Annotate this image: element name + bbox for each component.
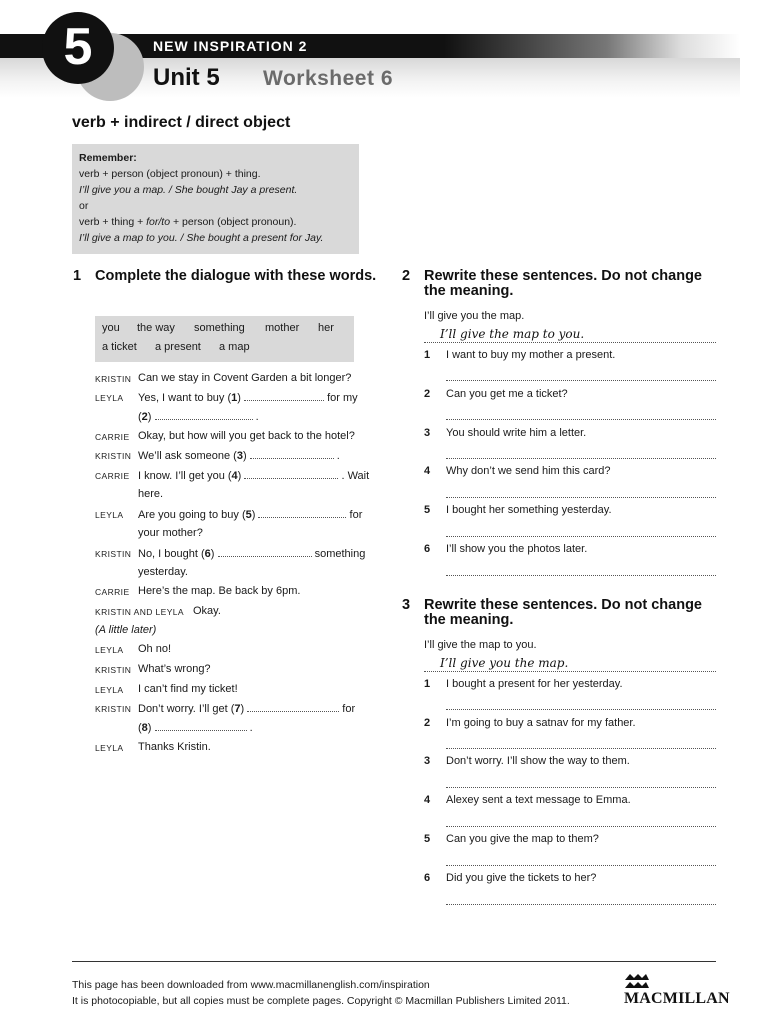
answer-gap-4[interactable] bbox=[244, 469, 338, 479]
rule-2-part-c: + person (object pronoun). bbox=[170, 216, 297, 228]
dialogue-line: Okay, but how will you get back to the hotel? bbox=[138, 430, 355, 442]
answer-line[interactable] bbox=[446, 865, 716, 866]
word-item: you bbox=[102, 322, 120, 334]
macmillan-logo-icon bbox=[624, 972, 650, 990]
item-sentence: Can you give the map to them? bbox=[446, 833, 599, 845]
item-sentence: I bought her something yesterday. bbox=[446, 504, 612, 516]
speaker-label: CARRIE bbox=[95, 471, 130, 481]
worksheet-title: Worksheet 6 bbox=[263, 67, 393, 90]
footer-download-note: This page has been downloaded from www.macmillanenglish.com/inspiration bbox=[72, 979, 430, 991]
item-number: 4 bbox=[424, 794, 431, 806]
speaker-label: LEYLA bbox=[95, 510, 124, 520]
answer-gap-1[interactable] bbox=[244, 391, 324, 401]
word-item: mother bbox=[265, 322, 300, 334]
remember-rule-1: verb + person (object pronoun) + thing. bbox=[79, 168, 261, 180]
answer-gap-2[interactable] bbox=[155, 410, 253, 420]
series-title: NEW INSPIRATION 2 bbox=[153, 38, 308, 54]
exercise-2-number: 2 bbox=[402, 268, 411, 284]
gap-number: 3 bbox=[236, 450, 243, 462]
line-text: . Wait bbox=[341, 470, 370, 482]
item-number: 5 bbox=[424, 833, 431, 845]
remember-rule-2 bbox=[79, 214, 352, 230]
line-text: . bbox=[255, 411, 259, 423]
dialogue-line bbox=[138, 410, 259, 423]
line-text: ) bbox=[147, 722, 152, 734]
answer-line[interactable] bbox=[446, 787, 716, 788]
dialogue-line: Thanks Kristin. bbox=[138, 741, 211, 753]
item-number: 3 bbox=[424, 755, 431, 767]
item-number: 2 bbox=[424, 717, 431, 729]
item-sentence: Why don’t we send him this card? bbox=[446, 465, 611, 477]
speaker-label: LEYLA bbox=[95, 685, 124, 695]
footer-divider bbox=[72, 961, 716, 962]
line-text: ) bbox=[210, 548, 215, 560]
dialogue-line: I can’t find my ticket! bbox=[138, 683, 238, 695]
answer-line[interactable] bbox=[446, 380, 716, 381]
item-number: 6 bbox=[424, 872, 431, 884]
answer-line[interactable] bbox=[446, 536, 716, 537]
word-item: the way bbox=[137, 322, 175, 334]
line-text: ) bbox=[240, 703, 245, 715]
gap-number: 2 bbox=[141, 411, 148, 423]
answer-gap-7[interactable] bbox=[247, 702, 339, 712]
item-sentence: I’m going to buy a satnav for my father. bbox=[446, 717, 636, 729]
exercise-2-example-answer: I’ll give the map to you. bbox=[440, 327, 585, 341]
word-item: a map bbox=[219, 341, 250, 353]
item-sentence: Did you give the tickets to her? bbox=[446, 872, 597, 884]
line-text: Yes, I want to buy ( bbox=[138, 392, 232, 404]
dialogue-line bbox=[138, 449, 340, 462]
example-answer-line bbox=[424, 342, 716, 343]
speaker-label: KRISTIN bbox=[95, 665, 132, 675]
speaker-label: LEYLA bbox=[95, 393, 124, 403]
item-sentence: Don’t worry. I’ll show the way to them. bbox=[446, 755, 630, 767]
example-answer-line bbox=[424, 671, 716, 672]
remember-example-2: I’ll give a map to you. / She bought a present for Jay. bbox=[79, 232, 324, 244]
speaker-label: KRISTIN bbox=[95, 549, 132, 559]
rule-2-part-a: verb + thing + bbox=[79, 216, 147, 228]
exercise-3-example-prompt: I’ll give the map to you. bbox=[424, 639, 537, 651]
dialogue-line: here. bbox=[138, 488, 164, 500]
answer-line[interactable] bbox=[446, 709, 716, 710]
line-text: Are you going to buy ( bbox=[138, 509, 246, 521]
line-text: Don’t worry. I’ll get ( bbox=[138, 703, 235, 715]
dialogue-line: Can we stay in Covent Garden a bit longer? bbox=[138, 372, 352, 384]
speaker-label: CARRIE bbox=[95, 587, 130, 597]
line-text: something bbox=[314, 548, 366, 560]
unit-number: 5 bbox=[63, 18, 93, 76]
speaker-label: LEYLA bbox=[95, 743, 124, 753]
answer-line[interactable] bbox=[446, 826, 716, 827]
exercise-1-title: Complete the dialogue with these words. bbox=[95, 268, 377, 284]
dialogue-line: yesterday. bbox=[138, 566, 188, 578]
unit-title: Unit 5 bbox=[153, 64, 220, 91]
dialogue-line: Here’s the map. Be back by 6pm. bbox=[138, 585, 301, 597]
exercise-1-heading bbox=[73, 269, 393, 301]
speaker-label: KRISTIN AND LEYLA bbox=[95, 607, 184, 617]
word-item: a present bbox=[155, 341, 201, 353]
answer-line[interactable] bbox=[446, 575, 716, 576]
item-sentence: I’ll show you the photos later. bbox=[446, 543, 588, 555]
item-sentence: Can you get me a ticket? bbox=[446, 388, 568, 400]
item-sentence: I want to buy my mother a present. bbox=[446, 349, 616, 361]
item-sentence: I bought a present for her yesterday. bbox=[446, 678, 623, 690]
gap-number: 5 bbox=[245, 509, 252, 521]
dialogue-line bbox=[138, 508, 362, 521]
dialogue-line: Okay. bbox=[193, 605, 221, 617]
dialogue-line bbox=[138, 721, 253, 734]
line-text: ) bbox=[237, 392, 241, 404]
exercise-3-title: Rewrite these sentences. Do not change the meaning. bbox=[424, 597, 702, 628]
gap-number: 7 bbox=[234, 703, 241, 715]
line-text: for my bbox=[327, 392, 358, 404]
exercise-2-heading bbox=[402, 269, 716, 301]
exercise-2-example-prompt: I’ll give you the map. bbox=[424, 310, 525, 322]
word-box bbox=[95, 316, 354, 362]
rule-2-part-b: for/to bbox=[146, 216, 171, 228]
speaker-label: KRISTIN bbox=[95, 451, 132, 461]
line-text: for bbox=[349, 509, 363, 521]
answer-gap-8[interactable] bbox=[155, 721, 247, 731]
exercise-3-example-answer: I’ll give you the map. bbox=[440, 656, 569, 670]
line-text: ) bbox=[251, 509, 256, 521]
gap-number: 6 bbox=[204, 548, 211, 560]
line-text: ) bbox=[237, 470, 242, 482]
dialogue-line: What’s wrong? bbox=[138, 663, 211, 675]
line-text: . bbox=[336, 450, 340, 462]
exercise-3-number: 3 bbox=[402, 597, 411, 613]
item-sentence: You should write him a letter. bbox=[446, 427, 587, 439]
item-number: 6 bbox=[424, 543, 431, 555]
item-number: 4 bbox=[424, 465, 431, 477]
stage-direction: (A little later) bbox=[95, 624, 157, 636]
item-number: 3 bbox=[424, 427, 431, 439]
answer-line[interactable] bbox=[446, 419, 716, 420]
remember-title: Remember: bbox=[79, 152, 137, 164]
dialogue-line: your mother? bbox=[138, 527, 203, 539]
line-text: for bbox=[342, 703, 356, 715]
footer-copyright: It is photocopiable, but all copies must be complete pages. Copyright © Macmillan Publishers Limited 2011. bbox=[72, 995, 570, 1007]
exercise-1-number: 1 bbox=[73, 268, 82, 284]
grammar-topic: verb + indirect / direct object bbox=[72, 114, 291, 131]
line-text: . bbox=[249, 722, 253, 734]
line-text: ) bbox=[242, 450, 247, 462]
exercise-3-heading bbox=[402, 598, 716, 630]
dialogue-line bbox=[138, 391, 358, 404]
line-text: We’ll ask someone ( bbox=[138, 450, 237, 462]
answer-line[interactable] bbox=[446, 904, 716, 905]
item-sentence: Alexey sent a text message to Emma. bbox=[446, 794, 631, 806]
line-text: ( bbox=[138, 722, 142, 734]
item-number: 2 bbox=[424, 388, 431, 400]
speaker-label: KRISTIN bbox=[95, 704, 132, 714]
exercise-2-title: Rewrite these sentences. Do not change the meaning. bbox=[424, 268, 702, 299]
gap-number: 8 bbox=[141, 722, 148, 734]
answer-gap-6[interactable] bbox=[218, 547, 312, 557]
answer-line[interactable] bbox=[446, 458, 716, 459]
line-text: ) bbox=[147, 411, 152, 423]
word-item: something bbox=[194, 322, 245, 334]
dialogue-line bbox=[138, 702, 355, 715]
speaker-label: LEYLA bbox=[95, 645, 124, 655]
line-text: I know. I’ll get you ( bbox=[138, 470, 232, 482]
item-number: 1 bbox=[424, 349, 431, 361]
answer-gap-3[interactable] bbox=[250, 449, 334, 459]
item-number: 5 bbox=[424, 504, 431, 516]
answer-line[interactable] bbox=[446, 748, 716, 749]
remember-example-1: I’ll give you a map. / She bought Jay a present. bbox=[79, 184, 298, 196]
answer-gap-5[interactable] bbox=[258, 508, 346, 518]
word-item: her bbox=[318, 322, 334, 334]
dialogue-line: Oh no! bbox=[138, 643, 172, 655]
speaker-label: CARRIE bbox=[95, 432, 130, 442]
line-text: ( bbox=[138, 411, 142, 423]
answer-line[interactable] bbox=[446, 497, 716, 498]
dialogue-line bbox=[138, 469, 369, 482]
gap-number: 4 bbox=[231, 470, 238, 482]
line-text: No, I bought ( bbox=[138, 548, 205, 560]
remember-box bbox=[72, 144, 359, 254]
dialogue-line bbox=[138, 547, 365, 560]
item-number: 1 bbox=[424, 678, 431, 690]
word-item: a ticket bbox=[102, 341, 137, 353]
speaker-label: KRISTIN bbox=[95, 374, 132, 384]
gap-number: 1 bbox=[231, 392, 238, 404]
remember-or: or bbox=[79, 200, 89, 212]
publisher-logo-text: MACMILLAN bbox=[624, 990, 730, 1007]
